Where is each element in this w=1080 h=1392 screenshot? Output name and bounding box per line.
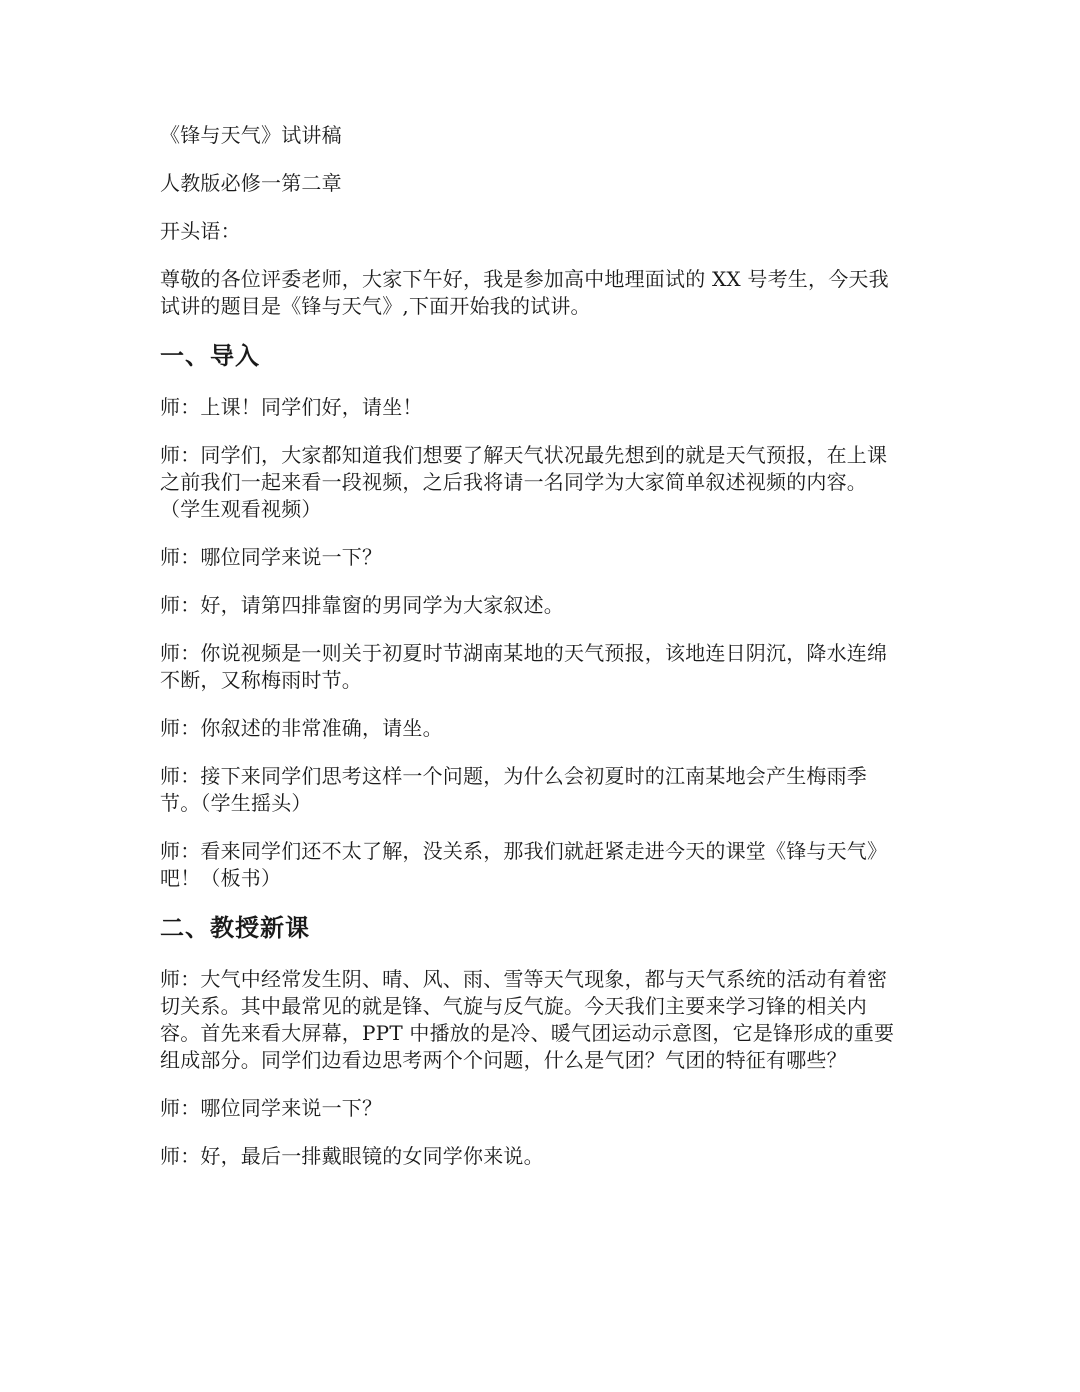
text-line: 师：同学们，大家都知道我们想要了解天气状况最先想到的就是天气预报，在上课 [160, 443, 888, 467]
paragraph: 师：你叙述的非常准确，请坐。 [160, 716, 443, 740]
paragraph: 师：好，请第四排靠窗的男同学为大家叙述。 [160, 593, 564, 617]
text-line: 师：接下来同学们思考这样一个问题，为什么会初夏时的江南某地会产生梅雨季 [160, 764, 867, 788]
section-heading-intro: 一、导入 [160, 342, 260, 370]
document-page [160, 122, 922, 1191]
paragraph [160, 966, 922, 1074]
text-line: 容。首先来看大屏幕，PPT 中播放的是冷、暖气团运动示意图，它是锋形成的重要 [160, 1021, 895, 1045]
opening-paragraph [160, 266, 922, 320]
text-line: 试讲的题目是《锋与天气》,下面开始我的试讲。 [160, 294, 591, 318]
text-line: 节。（学生摇头） [160, 791, 312, 815]
paragraph [160, 763, 922, 817]
paragraph: 师：哪位同学来说一下？ [160, 545, 383, 569]
paragraph [160, 442, 922, 523]
text-line: 师：大气中经常发生阴、晴、风、雨、雪等天气现象，都与天气系统的活动有着密 [160, 967, 888, 991]
paragraph [160, 838, 922, 892]
text-line: （学生观看视频） [160, 497, 322, 521]
text-line: 师：看来同学们还不太了解，没关系，那我们就赶紧走进今天的课堂《锋与天气》 [160, 839, 888, 863]
document-subtitle: 人教版必修一第二章 [160, 171, 342, 195]
text-line: 师：你说视频是一则关于初夏时节湖南某地的天气预报，该地连日阴沉，降水连绵 [160, 641, 888, 665]
opening-label: 开头语： [160, 219, 241, 243]
document-title: 《锋与天气》试讲稿 [160, 123, 342, 147]
section-heading-new-lesson: 二、教授新课 [160, 914, 310, 942]
text-line: 不断，又称梅雨时节。 [160, 668, 362, 692]
text-line: 吧！（板书） [160, 866, 282, 890]
paragraph: 师：上课！同学们好，请坐！ [160, 395, 423, 419]
paragraph [160, 640, 922, 694]
paragraph: 师：哪位同学来说一下？ [160, 1096, 383, 1120]
text-line: 之前我们一起来看一段视频，之后我将请一名同学为大家简单叙述视频的内容。 [160, 470, 867, 494]
text-line: 尊敬的各位评委老师，大家下午好，我是参加高中地理面试的 XX 号考生，今天我 [160, 267, 889, 291]
paragraph: 师：好，最后一排戴眼镜的女同学你来说。 [160, 1144, 544, 1168]
text-line: 组成部分。同学们边看边思考两个个问题，什么是气团？气团的特征有哪些？ [160, 1048, 847, 1072]
text-line: 切关系。其中最常见的就是锋、气旋与反气旋。今天我们主要来学习锋的相关内 [160, 994, 867, 1018]
